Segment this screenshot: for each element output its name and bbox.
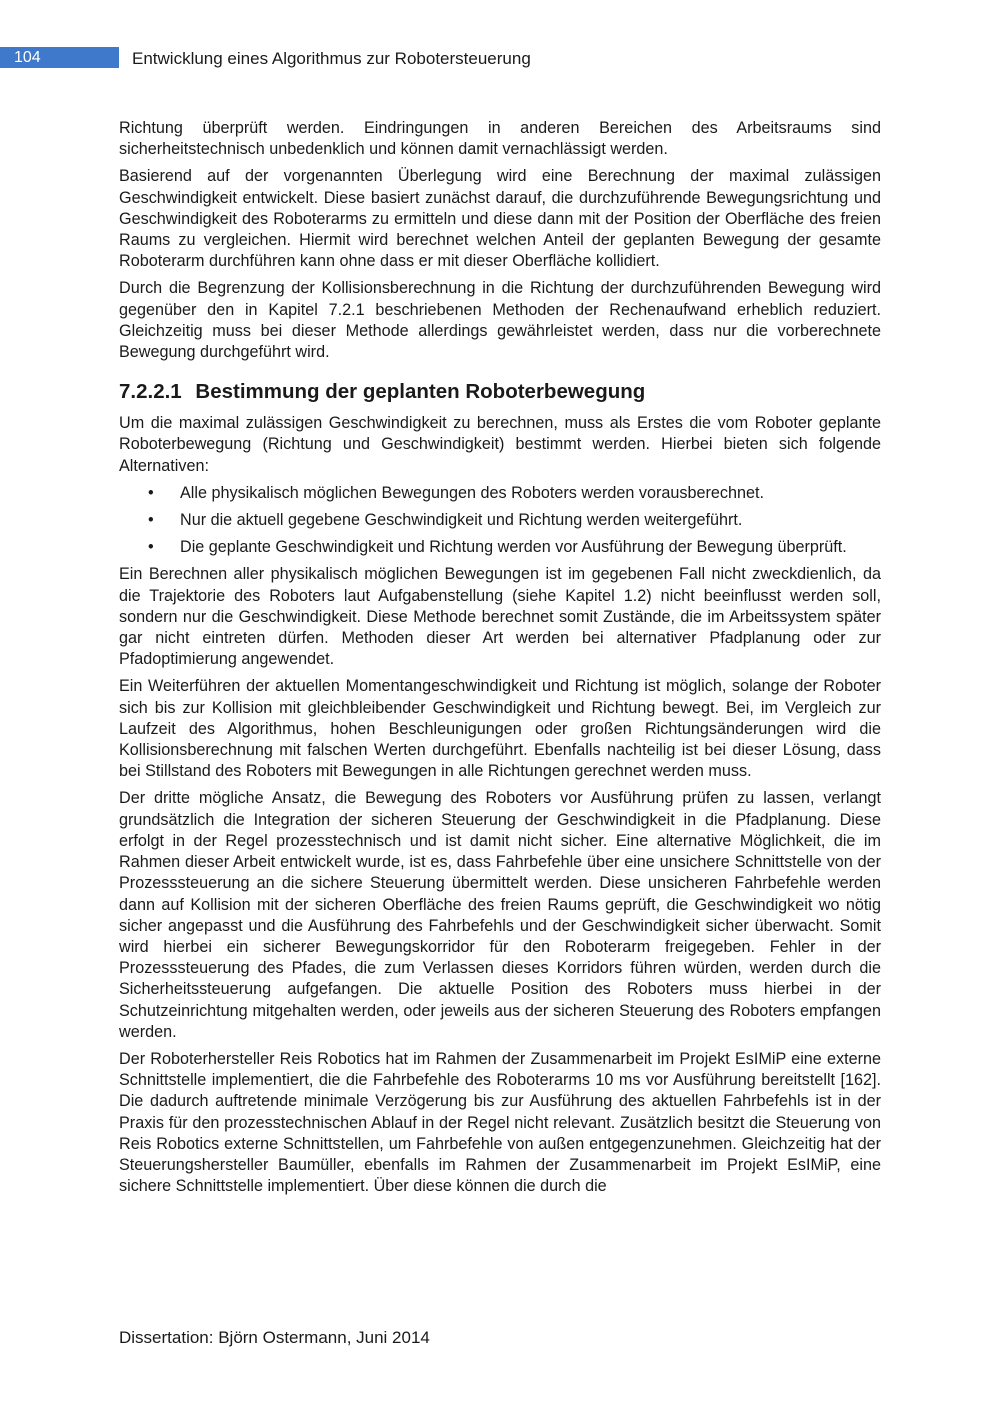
section-number: 7.2.2.1 [119,380,182,404]
page-footer: Dissertation: Björn Ostermann, Juni 2014 [119,1328,430,1347]
running-header-title: Entwicklung eines Algorithmus zur Robotersteuerung [132,49,531,68]
list-item-text: Die geplante Geschwindigkeit und Richtung werden vor Ausführung der Bewegung überprüft. [180,538,847,557]
paragraph: Durch die Begrenzung der Kollisionsberechnung in die Richtung der durchzuführenden Bewegung wird gegenüber den in Kapitel 7.2.1 beschriebenen Methoden der Rechenaufwand erheblich reduziert. Gleichzeitig muss bei dieser Methode allerdings gewährleistet werden, dass nur die vorberechnete Bewegung durchgeführt wird. [119,279,881,362]
page-number: 104 [14,49,41,66]
paragraph: Um die maximal zulässigen Geschwindigkeit zu berechnen, muss als Erstes die vom Roboter geplante Roboterbewegung (Richtung und Geschwindigkeit) bestimmt werden. Hierbei bieten sich folgende Alternativen: [119,414,881,475]
bullet-icon: • [148,483,154,502]
list-item [119,483,881,504]
section-title: Bestimmung der geplanten Roboterbewegung [195,380,646,404]
list-item-text: Nur die aktuell gegebene Geschwindigkeit und Richtung werden weitergeführt. [180,511,743,530]
page-number-bar [0,47,119,68]
paragraph: Richtung überprüft werden. Eindringungen in anderen Bereichen des Arbeitsraums sind sicherheitstechnisch unbedenklich und können damit vernachlässigt werden. [119,119,881,159]
paragraph: Ein Weiterführen der aktuellen Momentangeschwindigkeit und Richtung ist möglich, solange der Roboter sich bis zur Kollision mit gleichbleibender Geschwindigkeit und Richtung bewegt. Bei, im Vergleich zur Laufzeit des Algorithmus, hohen Beschleunigungen oder großen Richtungsänderungen wird die Kollisionsberechnung mit falschen Werten durchgeführt. Ebenfalls nachteilig ist bei dieser Lösung, dass bei Stillstand des Roboters mit Bewegungen in alle Richtungen gerechnet werden muss. [119,677,881,781]
paragraph: Ein Berechnen aller physikalisch möglichen Bewegungen ist im gegebenen Fall nicht zweckdienlich, da die Trajektorie des Roboters laut Aufgabenstellung (siehe Kapitel 1.2) nicht beeinflusst werden soll, sondern nur die Geschwindigkeit. Diese Methode berechnet somit Zustände, die im Arbeitssystem später gar nicht eintreten dürfen. Methoden dieser Art werden bei alternativer Pfadplanung oder zur Pfadoptimierung angewendet. [119,565,881,669]
list-item [119,510,881,531]
list-item [119,537,881,558]
bullet-icon: • [148,538,154,557]
page-body [119,118,881,1203]
bullet-list [119,483,881,559]
paragraph: Basierend auf der vorgenannten Überlegung wird eine Berechnung der maximal zulässigen Geschwindigkeit entwickelt. Diese basiert zunächst darauf, die durchzuführende Bewegungsrichtung und Geschwindigkeit des Roboterarms zu ermitteln und diese dann mit der Position der Oberfläche des freien Raums zu vergleichen. Hiermit wird berechnet welchen Anteil der geplanten Bewegung der gesamte Roboterarm durchführen kann ohne dass er mit dieser Oberfläche kollidiert. [119,167,881,271]
bullet-icon: • [148,511,154,530]
paragraph: Der Roboterhersteller Reis Robotics hat im Rahmen der Zusammenarbeit im Projekt EsIMiP eine externe Schnittstelle implementiert, die die Fahrbefehle des Roboterarms 10 ms vor Ausführung bereitstellt [162]. Die dadurch auftretende minimale Verzögerung bis zur Ausführung des aktuellen Fahrbefehls ist in der Praxis für den prozesstechnischen Ablauf in der Regel nicht relevant. Zusätzlich besitzt die Steuerung von Reis Robotics externe Schnittstellen, um Fahrbefehle von außen entgegenzunehmen. Gleichzeitig hat der Steuerungshersteller Baumüller, ebenfalls im Rahmen der Zusammenarbeit im Projekt EsIMiP, eine sichere Schnittstelle implementiert. Über diese können die durch die [119,1049,881,1196]
list-item-text: Alle physikalisch möglichen Bewegungen des Roboters werden vorausberechnet. [180,483,764,502]
section-heading [119,379,881,405]
paragraph: Der dritte mögliche Ansatz, die Bewegung des Roboters vor Ausführung prüfen zu lassen, verlangt grundsätzlich die Integration der sicheren Steuerung der Geschwindigkeit in die Pfadplanung. Diese erfolgt in der Regel prozesstechnisch und ist damit nicht sicher. Eine alternative Möglichkeit, die im Rahmen dieser Arbeit entwickelt wurde, ist es, dass Fahrbefehle über eine unsichere Schnittstelle von der Prozesssteuerung an die sichere Steuerung übermittelt werden. Diese unsicheren Fahrbefehle werden dann auf Kollision mit der sicheren Oberfläche des freien Raums geprüft, die Geschwindigkeit wo nötig sicher angepasst und die Ausführung des Fahrbefehls und der Geschwindigkeit sicher überwacht. Somit wird hierbei ein sicherer Bewegungskorridor für den Roboterarm freigegeben. Fehler in der Prozesssteuerung des Pfades, die zum Verlassen dieses Korridors führen würden, werden durch die Sicherheitssteuerung aufgefangen. Die aktuelle Position des Roboters muss hierbei in der Schutzeinrichtung mitgehalten werden, oder jeweils aus der sicheren Steuerung des Roboters empfangen werden. [119,789,881,1041]
